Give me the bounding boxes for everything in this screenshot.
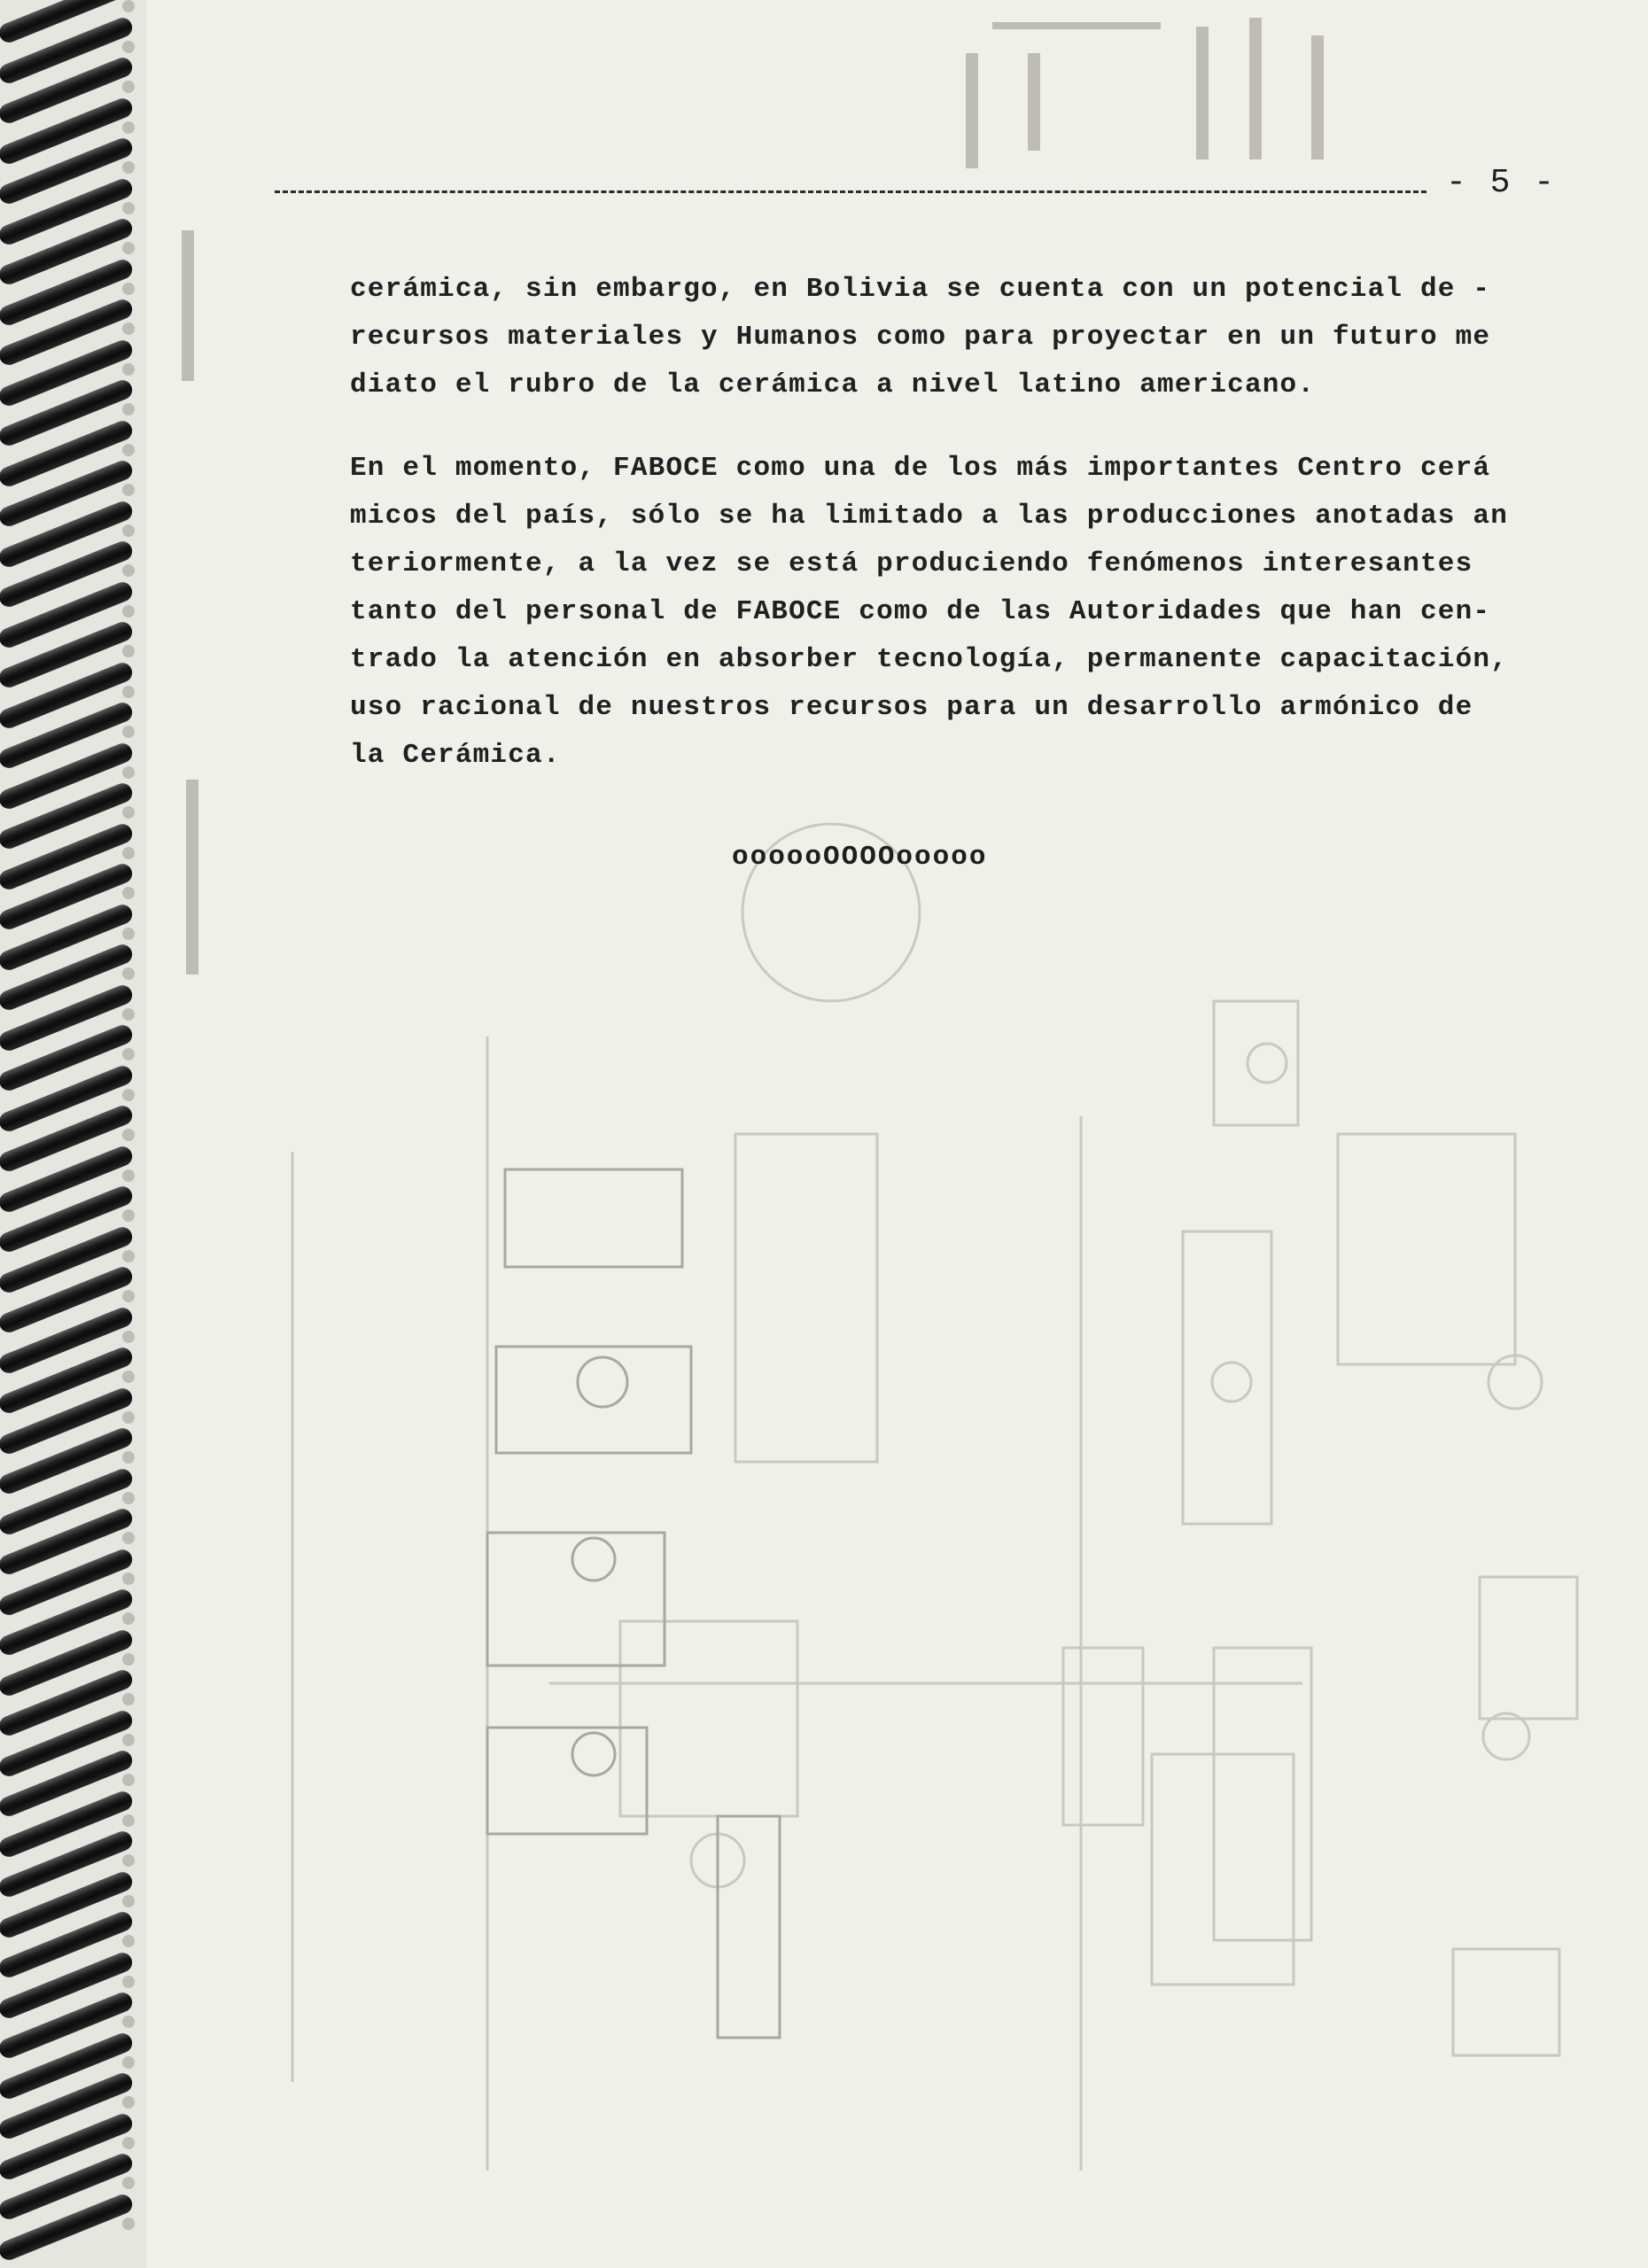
binding-hole [122, 564, 135, 577]
text-line: teriormente, a la vez se está produciendo fenómenos interesantes [350, 548, 1473, 579]
binding-hole [122, 847, 135, 859]
paragraph-1 [350, 266, 1528, 409]
binding-hole [122, 1411, 135, 1424]
binding-hole [122, 2016, 135, 2028]
binding-hole [122, 1693, 135, 1705]
binding-hole [122, 1612, 135, 1625]
binding-hole [122, 1653, 135, 1666]
binding-hole [122, 1008, 135, 1021]
binding-hole [122, 928, 135, 940]
binding-hole [122, 1331, 135, 1343]
binding-hole [122, 444, 135, 456]
binding-hole [122, 2056, 135, 2069]
binding-hole [122, 484, 135, 496]
binding-hole [122, 41, 135, 53]
binding-hole [122, 967, 135, 980]
binding-hole [122, 322, 135, 335]
page-header [275, 164, 1557, 202]
text-line: cerámica, sin embargo, en Bolivia se cuenta con un potencial de - [350, 274, 1491, 305]
binding-hole [122, 1774, 135, 1786]
binding-hole [122, 2096, 135, 2109]
binding-hole [122, 403, 135, 416]
binding-hole [122, 1734, 135, 1746]
binding-hole [122, 363, 135, 376]
paragraph-2 [350, 445, 1528, 780]
binding-hole [122, 2177, 135, 2189]
text-line: micos del país, sólo se ha limitado a las producciones anotadas an [350, 501, 1508, 532]
header-dashed-rule [275, 190, 1426, 193]
text-line: trado la atención en absorber tecnología, permanente capacitación, [350, 644, 1508, 675]
binding-hole [122, 1089, 135, 1101]
binding-hole [122, 806, 135, 819]
binding-hole [122, 1250, 135, 1262]
section-separator: oooooOOOOooooo [732, 842, 988, 873]
binding-hole [122, 1935, 135, 1947]
binding-hole [122, 0, 135, 12]
binding-hole [122, 686, 135, 698]
binding-hole [122, 726, 135, 738]
binding-hole [122, 121, 135, 134]
binding-hole [122, 2218, 135, 2230]
binding-hole [122, 524, 135, 537]
binding-hole [122, 242, 135, 254]
binding-hole [122, 283, 135, 295]
binding-hole [122, 1532, 135, 1544]
binding-hole [122, 1209, 135, 1222]
binding-hole [122, 1573, 135, 1585]
binding-hole [122, 1048, 135, 1060]
binding-hole [122, 1895, 135, 1907]
text-line: diato el rubro de la cerámica a nivel latino americano. [350, 369, 1316, 400]
binding-hole [122, 2137, 135, 2149]
binding-hole [122, 1814, 135, 1827]
text-line: tanto del personal de FABOCE como de las Autoridades que han cen- [350, 596, 1491, 627]
text-line: uso racional de nuestros recursos para un desarrollo armónico de [350, 692, 1473, 723]
binding-hole [122, 645, 135, 657]
binding-hole [122, 161, 135, 174]
binding-hole [122, 1492, 135, 1504]
page-number: - 5 - [1446, 164, 1557, 202]
spiral-binding [0, 0, 146, 2268]
binding-hole [122, 202, 135, 214]
binding-hole [122, 1451, 135, 1464]
binding-hole [122, 1976, 135, 1988]
binding-hole [122, 605, 135, 617]
text-line: En el momento, FABOCE como una de los más importantes Centro cerá [350, 453, 1491, 484]
text-line: la Cerámica. [350, 740, 561, 771]
text-line: recursos materiales y Humanos como para proyectar en un futuro me [350, 322, 1491, 353]
binding-hole [122, 81, 135, 93]
binding-hole [122, 1169, 135, 1182]
binding-hole [122, 1129, 135, 1141]
binding-hole [122, 887, 135, 899]
binding-hole [122, 766, 135, 779]
binding-hole [122, 1854, 135, 1867]
binding-hole [122, 1371, 135, 1383]
binding-hole [122, 1290, 135, 1302]
